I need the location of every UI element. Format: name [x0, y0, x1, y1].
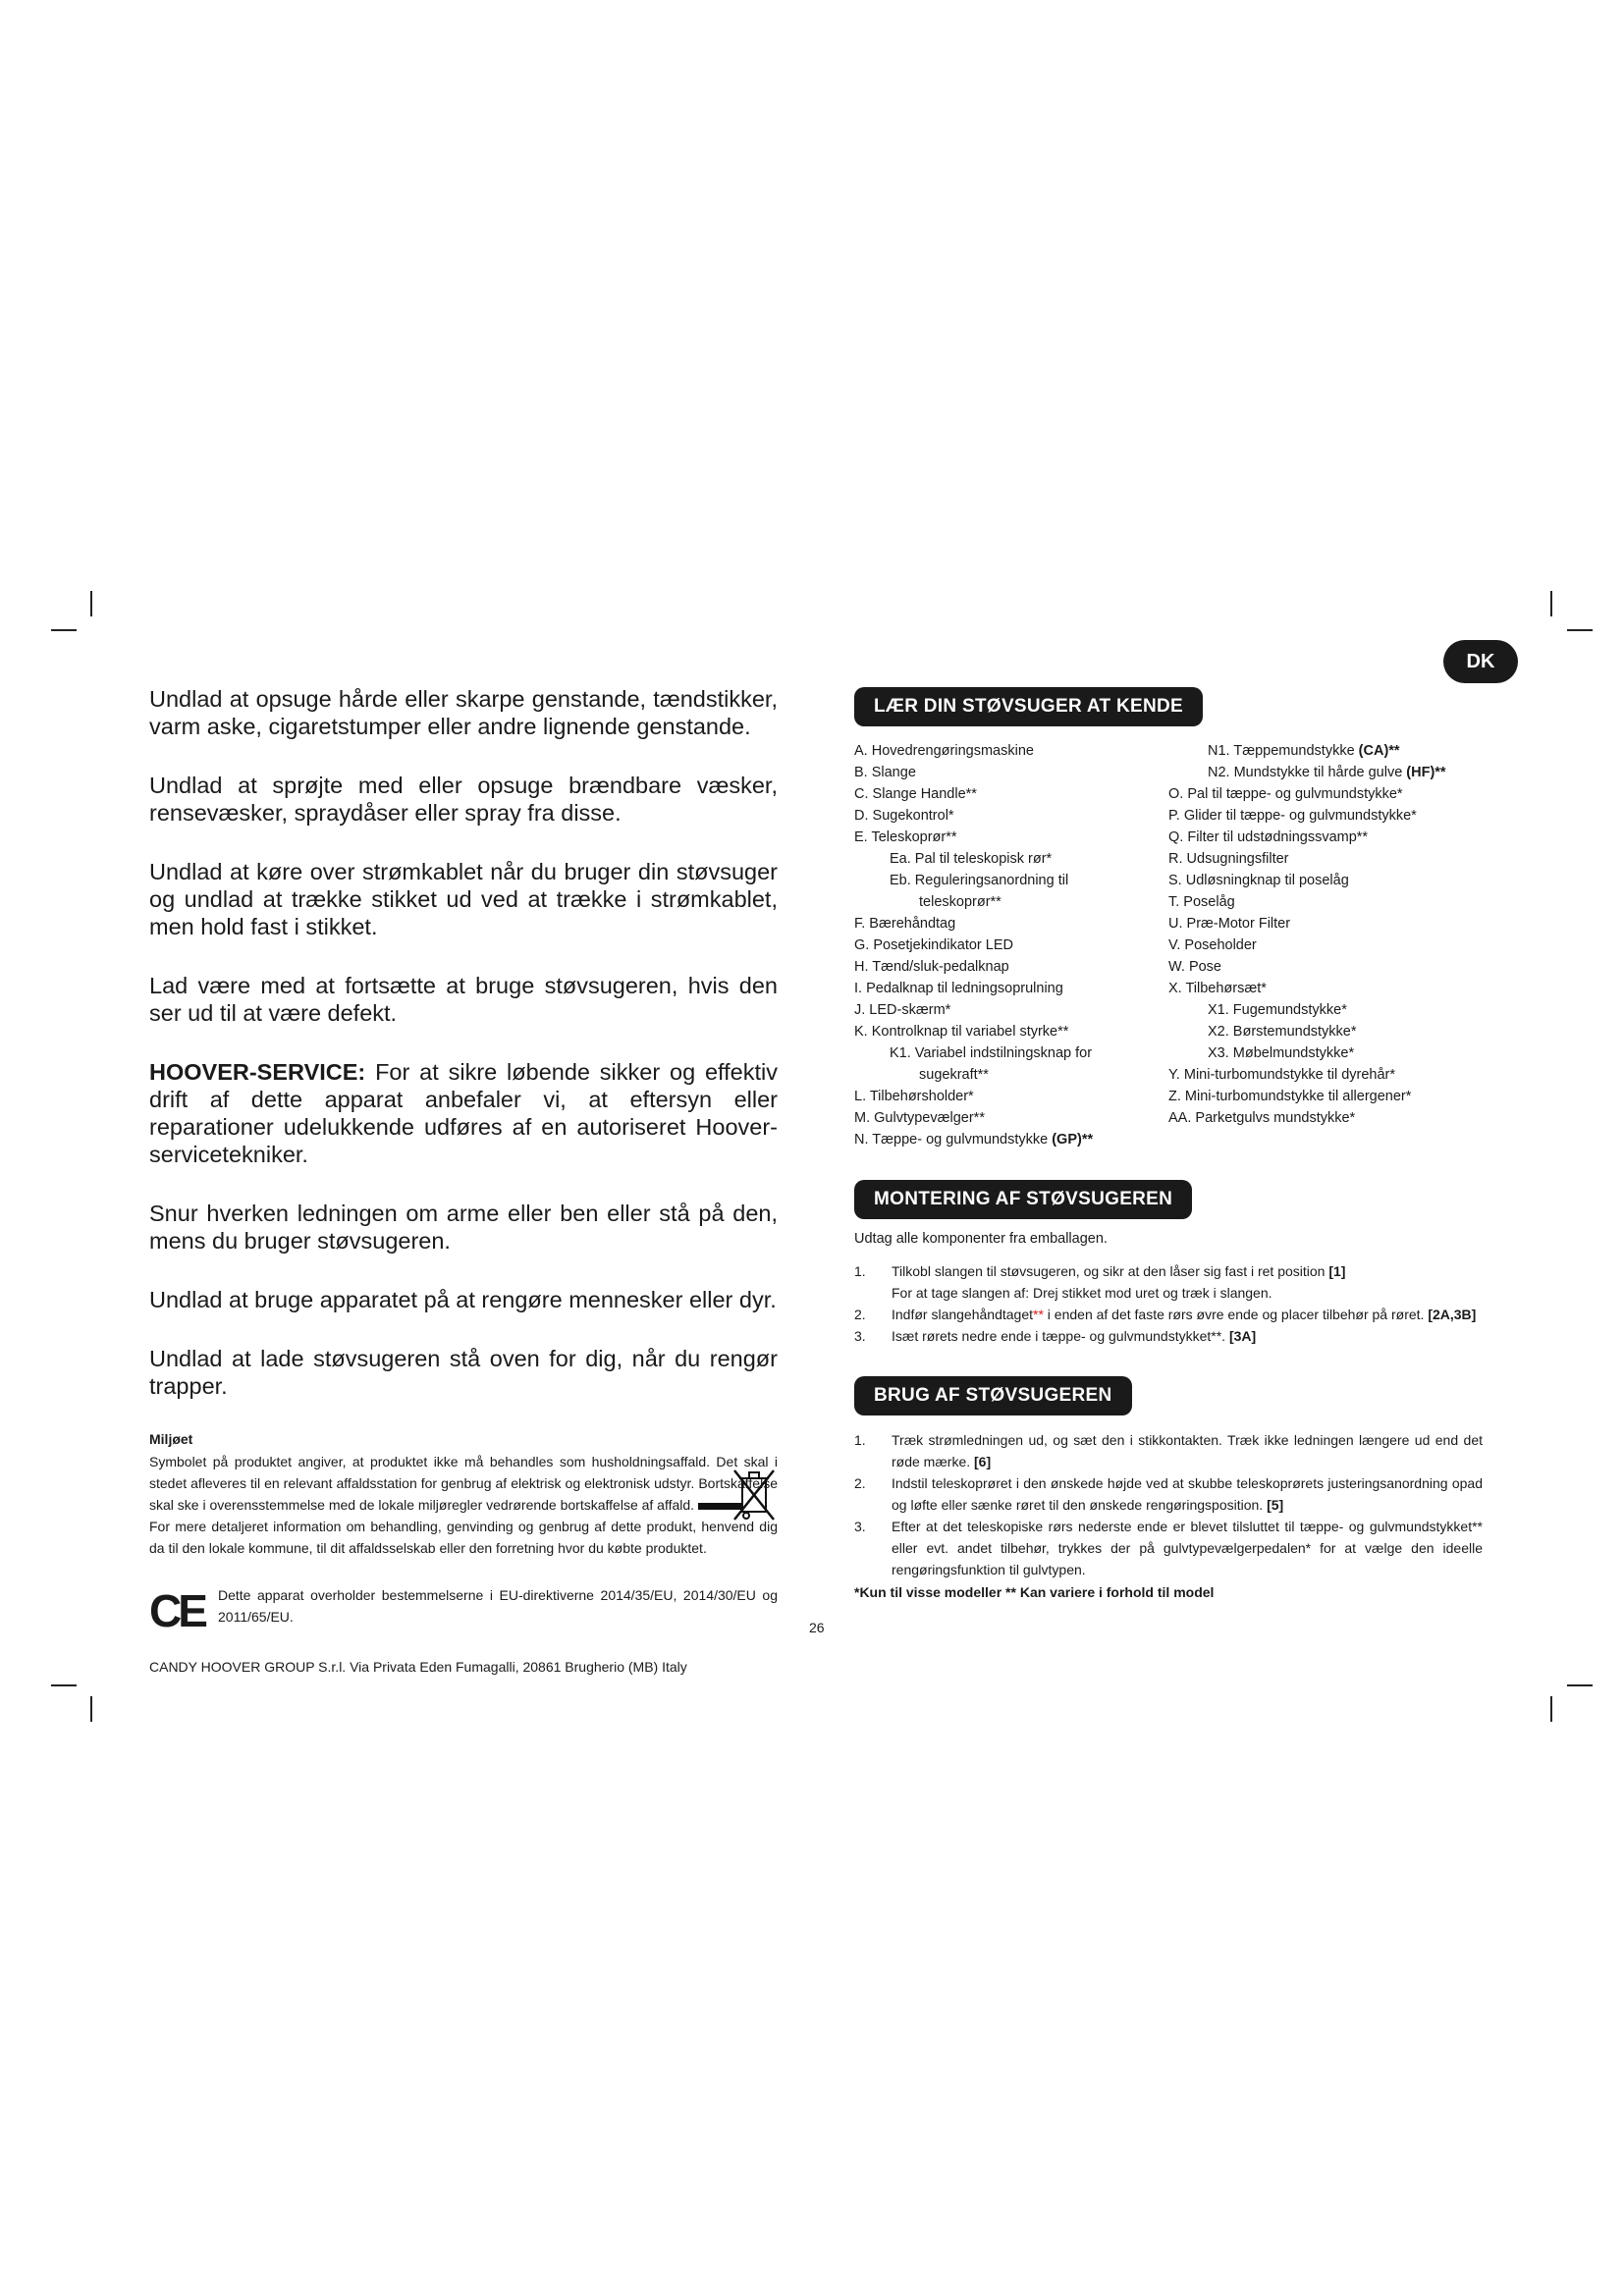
step-number: 1. [854, 1432, 866, 1448]
step-number: 3. [854, 1519, 866, 1534]
crop-mark [51, 1684, 77, 1686]
step-text [892, 1304, 1483, 1325]
part-item: Z. Mini-turbomundstykke til allergener* [1168, 1089, 1412, 1104]
parts-column-2 [1168, 740, 1483, 1150]
section-title: BRUG AF STØVSUGEREN [854, 1376, 1132, 1415]
part-item: K1. Variabel indstilningsknap for [890, 1045, 1093, 1061]
step-text-main: Isæt rørets nedre ende i tæppe- og gulvmundstykket**. [892, 1328, 1229, 1344]
warning-paragraph: Undlad at bruge apparatet på at rengøre mennesker eller dyr. [149, 1287, 777, 1312]
part-item: P. Glider til tæppe- og gulvmundstykke* [1168, 808, 1417, 824]
step-item [854, 1260, 1483, 1304]
figure-ref: [2A,3B] [1428, 1307, 1477, 1322]
ce-mark-icon: CE [149, 1585, 204, 1636]
left-page [149, 685, 778, 1675]
parts-list [854, 740, 1483, 1150]
part-item: X. Tilbehørsæt* [1168, 981, 1267, 996]
red-asterisks: ** [1033, 1307, 1044, 1322]
usage-steps [854, 1429, 1483, 1580]
part-item: AA. Parketgulvs mundstykke* [1168, 1110, 1356, 1126]
part-item: F. Bærehåndtag [854, 916, 956, 932]
part-item: X3. Møbelmundstykke* [1208, 1045, 1355, 1061]
part-item: X1. Fugemundstykke* [1208, 1002, 1347, 1018]
part-item: E. Teleskoprør** [854, 829, 957, 845]
ce-compliance [149, 1584, 778, 1639]
warning-paragraph: Undlad at lade støvsugeren stå oven for dig, når du rengør trapper. [149, 1346, 778, 1399]
crop-mark [1550, 591, 1552, 616]
step-text-main: Indstil teleskoprøret i den ønskede højde ved at skubbe teleskoprørets justeringsanordning opad og løfte eller sænke røret til den ønskede rengøringsposition. [892, 1475, 1483, 1513]
right-page [854, 687, 1483, 1600]
step-item [854, 1304, 1483, 1325]
step-text-cont: i enden af det faste rørs øvre ende og placer tilbehør på røret. [1043, 1307, 1429, 1322]
part-item: T. Poselåg [1168, 894, 1235, 910]
part-item: M. Gulvtypevælger** [854, 1110, 985, 1126]
step-item [854, 1325, 1483, 1347]
part-item: D. Sugekontrol* [854, 808, 954, 824]
part-item: I. Pedalknap til ledningsoprulning [854, 981, 1063, 996]
step-text-main: Træk strømledningen ud, og sæt den i stikkontakten. Træk ikke ledningen længere ud end det røde mærke. [892, 1432, 1483, 1469]
warning-paragraph: Lad være med at fortsætte at bruge støvsugeren, hvis den ser ud til at være defekt. [149, 973, 778, 1026]
part-item: Eb. Reguleringsanordning til [890, 873, 1069, 888]
part-item-code: (GP)** [1052, 1132, 1094, 1148]
environment-title: Miljøet [149, 1431, 193, 1447]
step-number: 2. [854, 1307, 866, 1322]
crop-mark [1567, 629, 1593, 631]
part-item [1168, 762, 1483, 783]
part-item: O. Pal til tæppe- og gulvmundstykke* [1168, 786, 1403, 802]
part-item-text: N1. Tæppemundstykke [1208, 743, 1359, 759]
step-number: 3. [854, 1328, 866, 1344]
service-label: HOOVER-SERVICE: [149, 1059, 366, 1085]
environment-text [149, 1451, 778, 1516]
part-item: U. Præ-Motor Filter [1168, 916, 1291, 932]
country-badge: DK [1443, 640, 1518, 683]
part-item: B. Slange [854, 765, 916, 780]
part-item [1168, 740, 1483, 762]
part-item: S. Udløsningknap til poselåg [1168, 873, 1349, 888]
part-item: Q. Filter til udstødningssvamp** [1168, 829, 1369, 845]
part-item-text: N2. Mundstykke til hårde gulve [1208, 765, 1407, 780]
assembly-section [854, 1180, 1483, 1347]
section-title: LÆR DIN STØVSUGER AT KENDE [854, 687, 1203, 726]
crop-mark [90, 591, 92, 616]
step-text-main: Indfør slangehåndtaget [892, 1307, 1033, 1322]
environment-text-1: Symbolet på produktet angiver, at produktet ikke må behandles som husholdningsaffald. Det skal i stedet afleveres til en relevant affaldsstation for genbrug af elektrisk og elektronisk udstyr. Bortskaffelse skal ske i overensstemmelse med de lokale miljøregler vedrørende bortskaffelse af affald. [149, 1454, 778, 1513]
part-item-text: N. Tæppe- og gulvmundstykke [854, 1132, 1053, 1148]
figure-ref: [6] [974, 1454, 992, 1469]
part-item: L. Tilbehørsholder* [854, 1089, 974, 1104]
part-item: W. Pose [1168, 959, 1221, 975]
figure-ref: [3A] [1228, 1328, 1257, 1344]
environment-text-2: For mere detaljeret information om behandling, genvinding og genbrug af dette produkt, henvend dig da til den lokale kommune, til dit affaldsselskab eller den forretning hvor du købte produktet. [149, 1519, 778, 1556]
part-item: G. Posetjekindikator LED [854, 937, 1013, 953]
page-number: 26 [809, 1620, 825, 1635]
step-number: 2. [854, 1475, 866, 1491]
crop-mark [90, 1696, 92, 1722]
section-intro: Udtag alle komponenter fra emballagen. [854, 1231, 1108, 1247]
part-item: K. Kontrolknap til variabel styrke** [854, 1024, 1069, 1040]
part-item-code: (HF)** [1406, 765, 1446, 780]
part-item: teleskoprør** [919, 894, 1001, 910]
part-item: J. LED-skærm* [854, 1002, 951, 1018]
step-text [892, 1260, 1483, 1304]
assembly-steps [854, 1260, 1483, 1347]
crop-mark [1567, 1684, 1593, 1686]
service-text: For at sikre løbende sikker og effektiv drift af dette apparat anbefaler vi, at eftersyn eller reparationer udelukkende udføres af en autoriseret Hoover-servicetekniker. [149, 1059, 778, 1167]
step-text [892, 1325, 1483, 1347]
part-item: C. Slange Handle** [854, 786, 977, 802]
warning-paragraph: Undlad at køre over strømkablet når du bruger din støvsuger og undlad at trække stikket ud ved at trække i strømkablet, men hold fast i stikket. [149, 859, 778, 939]
crop-mark [1550, 1696, 1552, 1722]
usage-section [854, 1376, 1483, 1600]
step-text [892, 1429, 1483, 1472]
part-item: A. Hovedrengøringsmaskine [854, 743, 1034, 759]
part-item: Y. Mini-turbomundstykke til dyrehår* [1168, 1067, 1396, 1083]
part-item: Ea. Pal til teleskopisk rør* [890, 851, 1053, 867]
part-item: R. Udsugningsfilter [1168, 851, 1289, 867]
parts-column-1 [854, 740, 1168, 1150]
warning-paragraph: Undlad at opsuge hårde eller skarpe genstande, tændstikker, varm aske, cigaretstumper eller andre lignende genstande. [149, 686, 778, 739]
figure-ref: [1] [1328, 1263, 1346, 1279]
service-paragraph [149, 1058, 778, 1168]
warning-paragraph: Undlad at sprøjte med eller opsuge brændbare væsker, rensevæsker, spraydåser eller spray fra disse. [149, 773, 778, 826]
part-item: sugekraft** [919, 1067, 989, 1083]
warning-paragraph: Snur hverken ledningen om arme eller ben eller stå på den, mens du bruger støvsugeren. [149, 1201, 778, 1254]
step-item [854, 1472, 1483, 1516]
part-item: H. Tænd/sluk-pedalknap [854, 959, 1009, 975]
step-text [892, 1472, 1483, 1516]
part-item: X2. Børstemundstykke* [1208, 1024, 1357, 1040]
footnote: *Kun til visse modeller ** Kan variere i forhold til model [854, 1584, 1215, 1600]
part-item [854, 1129, 1168, 1150]
part-item-code: (CA)** [1358, 743, 1400, 759]
step-number: 1. [854, 1263, 866, 1279]
ce-text: Dette apparat overholder bestemmelserne i EU-direktiverne 2014/35/EU, 2014/30/EU og 2011/65/EU. [218, 1587, 778, 1625]
environment-section [149, 1451, 778, 1559]
step-text-main: Tilkobl slangen til støvsugeren, og sikr at den låser sig fast i ret position [892, 1263, 1329, 1279]
crop-mark [51, 629, 77, 631]
figure-ref: [5] [1267, 1497, 1284, 1513]
step-item [854, 1429, 1483, 1472]
step-text: Efter at det teleskopiske rørs nederste ende er blevet tilsluttet til tæppe- og gulvmundstykket** eller evt. andet tilbehør, trykkes der på gulvtypevælgerpedalen* for at vælge den ideelle rengøringsfunktion til gulvtypen. [892, 1519, 1483, 1577]
company-address: CANDY HOOVER GROUP S.r.l. Via Privata Eden Fumagalli, 20861 Brugherio (MB) Italy [149, 1659, 687, 1675]
section-title: MONTERING AF STØVSUGEREN [854, 1180, 1192, 1219]
part-item: V. Poseholder [1168, 937, 1257, 953]
step-item [854, 1516, 1483, 1580]
weee-crossed-bin-icon [731, 1467, 778, 1523]
step-text-sub: For at tage slangen af: Drej stikket mod uret og træk i slangen. [892, 1285, 1272, 1301]
